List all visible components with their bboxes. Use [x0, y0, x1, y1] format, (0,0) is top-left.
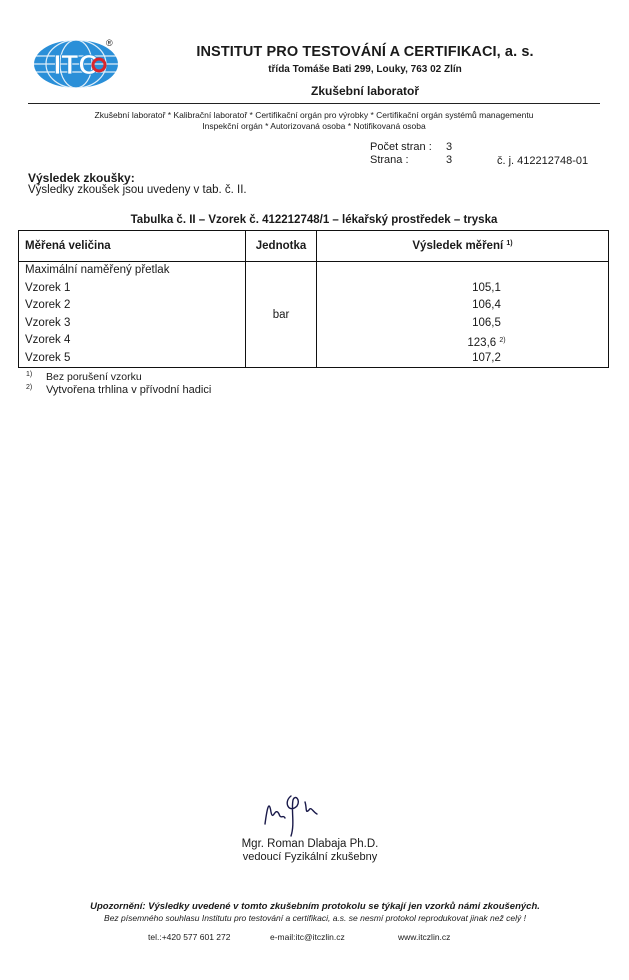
- page-label: Strana :: [370, 154, 409, 166]
- result-value: 106,5: [472, 316, 501, 329]
- institute-address: třída Tomáše Bati 299, Louky, 763 02 Zlín: [268, 64, 462, 75]
- result-value: 105,1: [472, 281, 501, 294]
- pages-label: Počet stran :: [370, 141, 432, 153]
- results-table: [18, 230, 609, 368]
- result-text: Výsledky zkoušek jsou uvedeny v tab. č. II.: [28, 184, 247, 196]
- footer-email: e-mail:itc@itczlin.cz: [270, 932, 345, 942]
- unit-value: bar: [272, 308, 290, 321]
- reference-number: č. j. 412212748-01: [497, 155, 589, 167]
- table-header-row: [19, 231, 609, 262]
- sample-label: Vzorek 5: [25, 351, 71, 364]
- header-result-label: Výsledek měření: [412, 240, 504, 252]
- header-unit: Jednotka: [246, 231, 317, 262]
- footnote-2: [26, 384, 211, 396]
- signatory-name: Mgr. Roman Dlabaja Ph.D.: [241, 838, 379, 850]
- table-caption: Tabulka č. II – Vzorek č. 412212748/1 – lékařský prostředek – tryska: [130, 214, 498, 226]
- organization-list-line1: Zkušební laboratoř * Kalibrační laboratoř * Certifikační orgán pro výrobky * Certifikační orgán systémů managementu: [94, 110, 534, 120]
- result-value: 106,4: [472, 299, 501, 311]
- header-quantity: Měřená veličina: [19, 231, 246, 262]
- footer-website: www.itczlin.cz: [398, 932, 451, 942]
- result-value: 107,2: [472, 351, 501, 364]
- sample-label: Vzorek 3: [25, 316, 71, 329]
- result-heading: Výsledek zkoušky:: [28, 171, 135, 185]
- footnote-text: Vytvořena trhlina v přívodní hadici: [46, 384, 212, 396]
- footnote-1: [26, 371, 142, 383]
- signatory-title: vedoucí Fyzikální zkušebny: [242, 851, 378, 863]
- footer-reproduction-note: Bez písemného souhlasu Institutu pro testování a certifikaci, a.s. se nesmí protokol reprodukovat jinak než celý !: [104, 913, 526, 923]
- unit-cell: [246, 262, 317, 368]
- sample-label: Vzorek 1: [25, 281, 71, 294]
- signature-drawing: [255, 784, 365, 844]
- page-value: 3: [446, 154, 453, 166]
- sample-label: Vzorek 2: [25, 299, 71, 311]
- logo-text: ITC: [53, 49, 99, 80]
- footnote-mark: 1): [26, 371, 33, 378]
- institute-name: INSTITUT PRO TESTOVÁNÍ A CERTIFIKACI, a. s.: [196, 44, 534, 60]
- header-result-note: 1): [506, 240, 513, 247]
- result-spacer: [317, 262, 608, 280]
- quantity-cell: [19, 262, 246, 368]
- result-note: 2): [499, 337, 506, 344]
- sample-label: Vzorek 4: [25, 334, 71, 346]
- lab-title: Zkušební laboratoř: [310, 84, 420, 98]
- pages-value: 3: [446, 141, 453, 153]
- table-body-row: [19, 262, 609, 368]
- footnote-mark: 2): [26, 384, 33, 391]
- header-result: [317, 231, 609, 262]
- result-value: 123,6 $^{2)}$: [467, 337, 506, 349]
- organization-list-line2: Inspekční orgán * Autorizovaná osoba * Notifikovaná osoba: [202, 121, 426, 131]
- footer-warning: Upozornění: Výsledky uvedené v tomto zkušebním protokolu se týkají jen vzorků námi zkoušených.: [90, 901, 540, 912]
- footer-phone: tel.:+420 577 601 272: [148, 932, 231, 942]
- header-divider: [28, 103, 600, 104]
- result-cell: [317, 262, 609, 368]
- footnote-text: Bez porušení vzorku: [46, 371, 142, 383]
- measure-title: Maximální naměřený přetlak: [25, 264, 170, 276]
- registered-mark: ®: [106, 38, 113, 48]
